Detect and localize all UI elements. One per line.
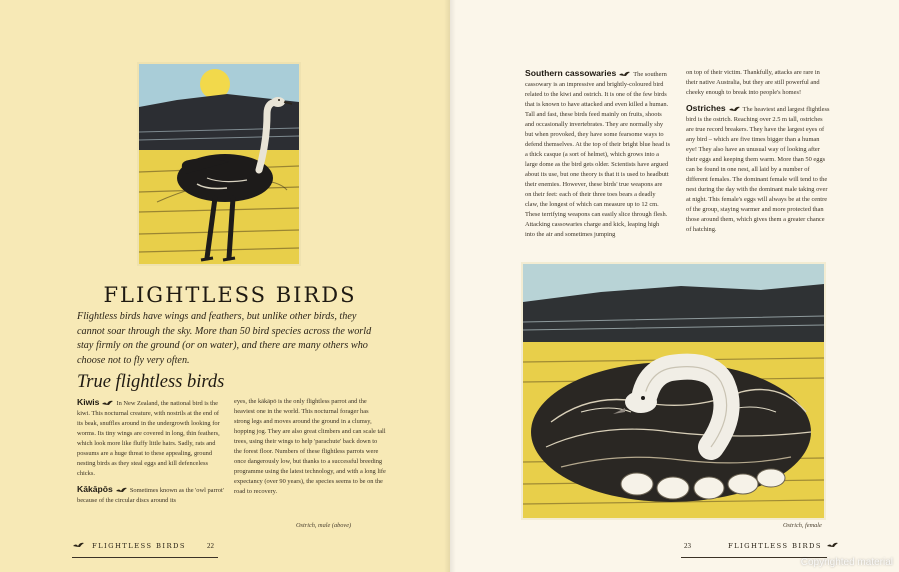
ostriches-paragraph [686, 103, 831, 235]
flying-bird-icon [116, 487, 127, 494]
right-column-1 [525, 68, 670, 245]
page-title: FLIGHTLESS BIRDS [103, 283, 357, 307]
kiwis-paragraph [77, 397, 224, 479]
kakapos-continued-text: eyes, the kākāpō is the only flightless parrot and the heaviest one in the world. This nocturnal forager has strong legs and moves around the ground in a clumsy, hopping jog. They are also great climbers and can scale tall trees, using their wings to help 'parachute' back down to the forest floor. Numbers of these flightless parrots were once dangerously low, but thanks to a successful breeding programme using the latest technology, and with a long life expectancy (over 90 years), the species seems to be on the road to recovery. [234, 398, 386, 495]
kakapos-paragraph [77, 484, 224, 506]
left-caption: Ostrich, male (above) [296, 522, 352, 529]
left-column-1 [77, 397, 224, 511]
kiwis-heading: Kiwis [77, 397, 100, 407]
kakapos-text: Sometimes known as the 'owl parrot' because of the circular discs around its [77, 487, 224, 504]
kakapos-heading: Kākāpōs [77, 484, 113, 494]
intro-paragraph: Flightless birds have wings and feathers, but unlike other birds, they cannot soar through the sky. More than 50 bird species across the world stay firmly on the ground (or on water), and there are many others who choose not to fly very often. [77, 311, 372, 366]
ostriches-text: The heaviest and largest flightless bird is the ostrich. Reaching over 2.5 m tall, ostriches are true record breakers. They have the largest eyes of any bird – which are five times bigger than a human eye! They also have an unusual way of looking after their eggs and keeping them warm. More than 50 eggs can be found in one nest, all laid by a number of different females. The dominant female will tend to the nest during the day with the dominant male taking over at night. This female's eggs will always be at the centre of the group, staying warmer and more protected than those around them, which gives them a greater chance of hatching. [686, 106, 830, 233]
cassowaries-text: The southern cassowary is an impressive and brightly-coloured bird related to the kiwi and ostrich. It is one of the few birds that is known to have attacked and even killed a human. Tall and fast, these birds feed mainly on fruits, shoots and occasionally invertebrates. They are normally shy but when provoked, they have some fearsome ways to defend themselves. At the top of their bright blue head is a thick casque (a sort of helmet), which grows into a large dome as the bird gets older. Scientists have argued about its use, but one theory is that it is used to headbutt their enemies. However, these birds' true weapons are on their feet: each of their three toes bears a deadly claw, the longest of which can measure up to 12 cm. These terrifying weapons can easily slice through flesh. Attacking cassowaries charge and kick, leaping high into the air and sometimes jumping [525, 71, 670, 238]
left-footer-text: FLIGHTLESS BIRDS [92, 542, 186, 550]
right-footer-text: FLIGHTLESS BIRDS [728, 542, 822, 550]
flying-bird-icon [73, 542, 84, 549]
cassowaries-paragraph [525, 68, 670, 240]
left-page-number: 22 [207, 542, 214, 550]
cassowaries-heading: Southern cassowaries [525, 68, 617, 78]
right-page-number: 23 [684, 542, 691, 550]
flying-bird-icon [827, 542, 838, 549]
right-column-2 [686, 68, 831, 240]
left-footer-label [92, 542, 186, 550]
section-heading: True flightless birds [77, 372, 225, 392]
cassowaries-continued: on top of their victim. Thankfully, attacks are rare in their native Australia, but they are still powerful and cheeky enough to break into people's homes! [686, 69, 820, 96]
left-column-2 [234, 397, 386, 497]
right-footer-label [728, 542, 841, 550]
watermark: Copyrighted material [800, 557, 893, 568]
book-gutter [444, 0, 456, 572]
ostriches-heading: Ostriches [686, 103, 726, 113]
right-caption: Ostrich, female [783, 522, 822, 529]
flying-bird-icon [619, 71, 630, 78]
flying-bird-icon [102, 400, 113, 407]
kiwis-text: In New Zealand, the national bird is the kiwi. This nocturnal creature, with nostrils at the end of its beak, snuffles around in the undergrowth looking for worms. Its tiny wings are covered in long, thin feathers, which look more like fluffy little hairs. Sadly, rats and possums are a huge threat to these appealing, ground nesting birds as they steal eggs and kill defenceless chicks. [77, 400, 220, 477]
left-footer-rule [72, 557, 218, 558]
ostrich-male-illustration [137, 62, 301, 266]
ostrich-female-illustration [521, 262, 826, 520]
flying-bird-icon [729, 106, 740, 113]
